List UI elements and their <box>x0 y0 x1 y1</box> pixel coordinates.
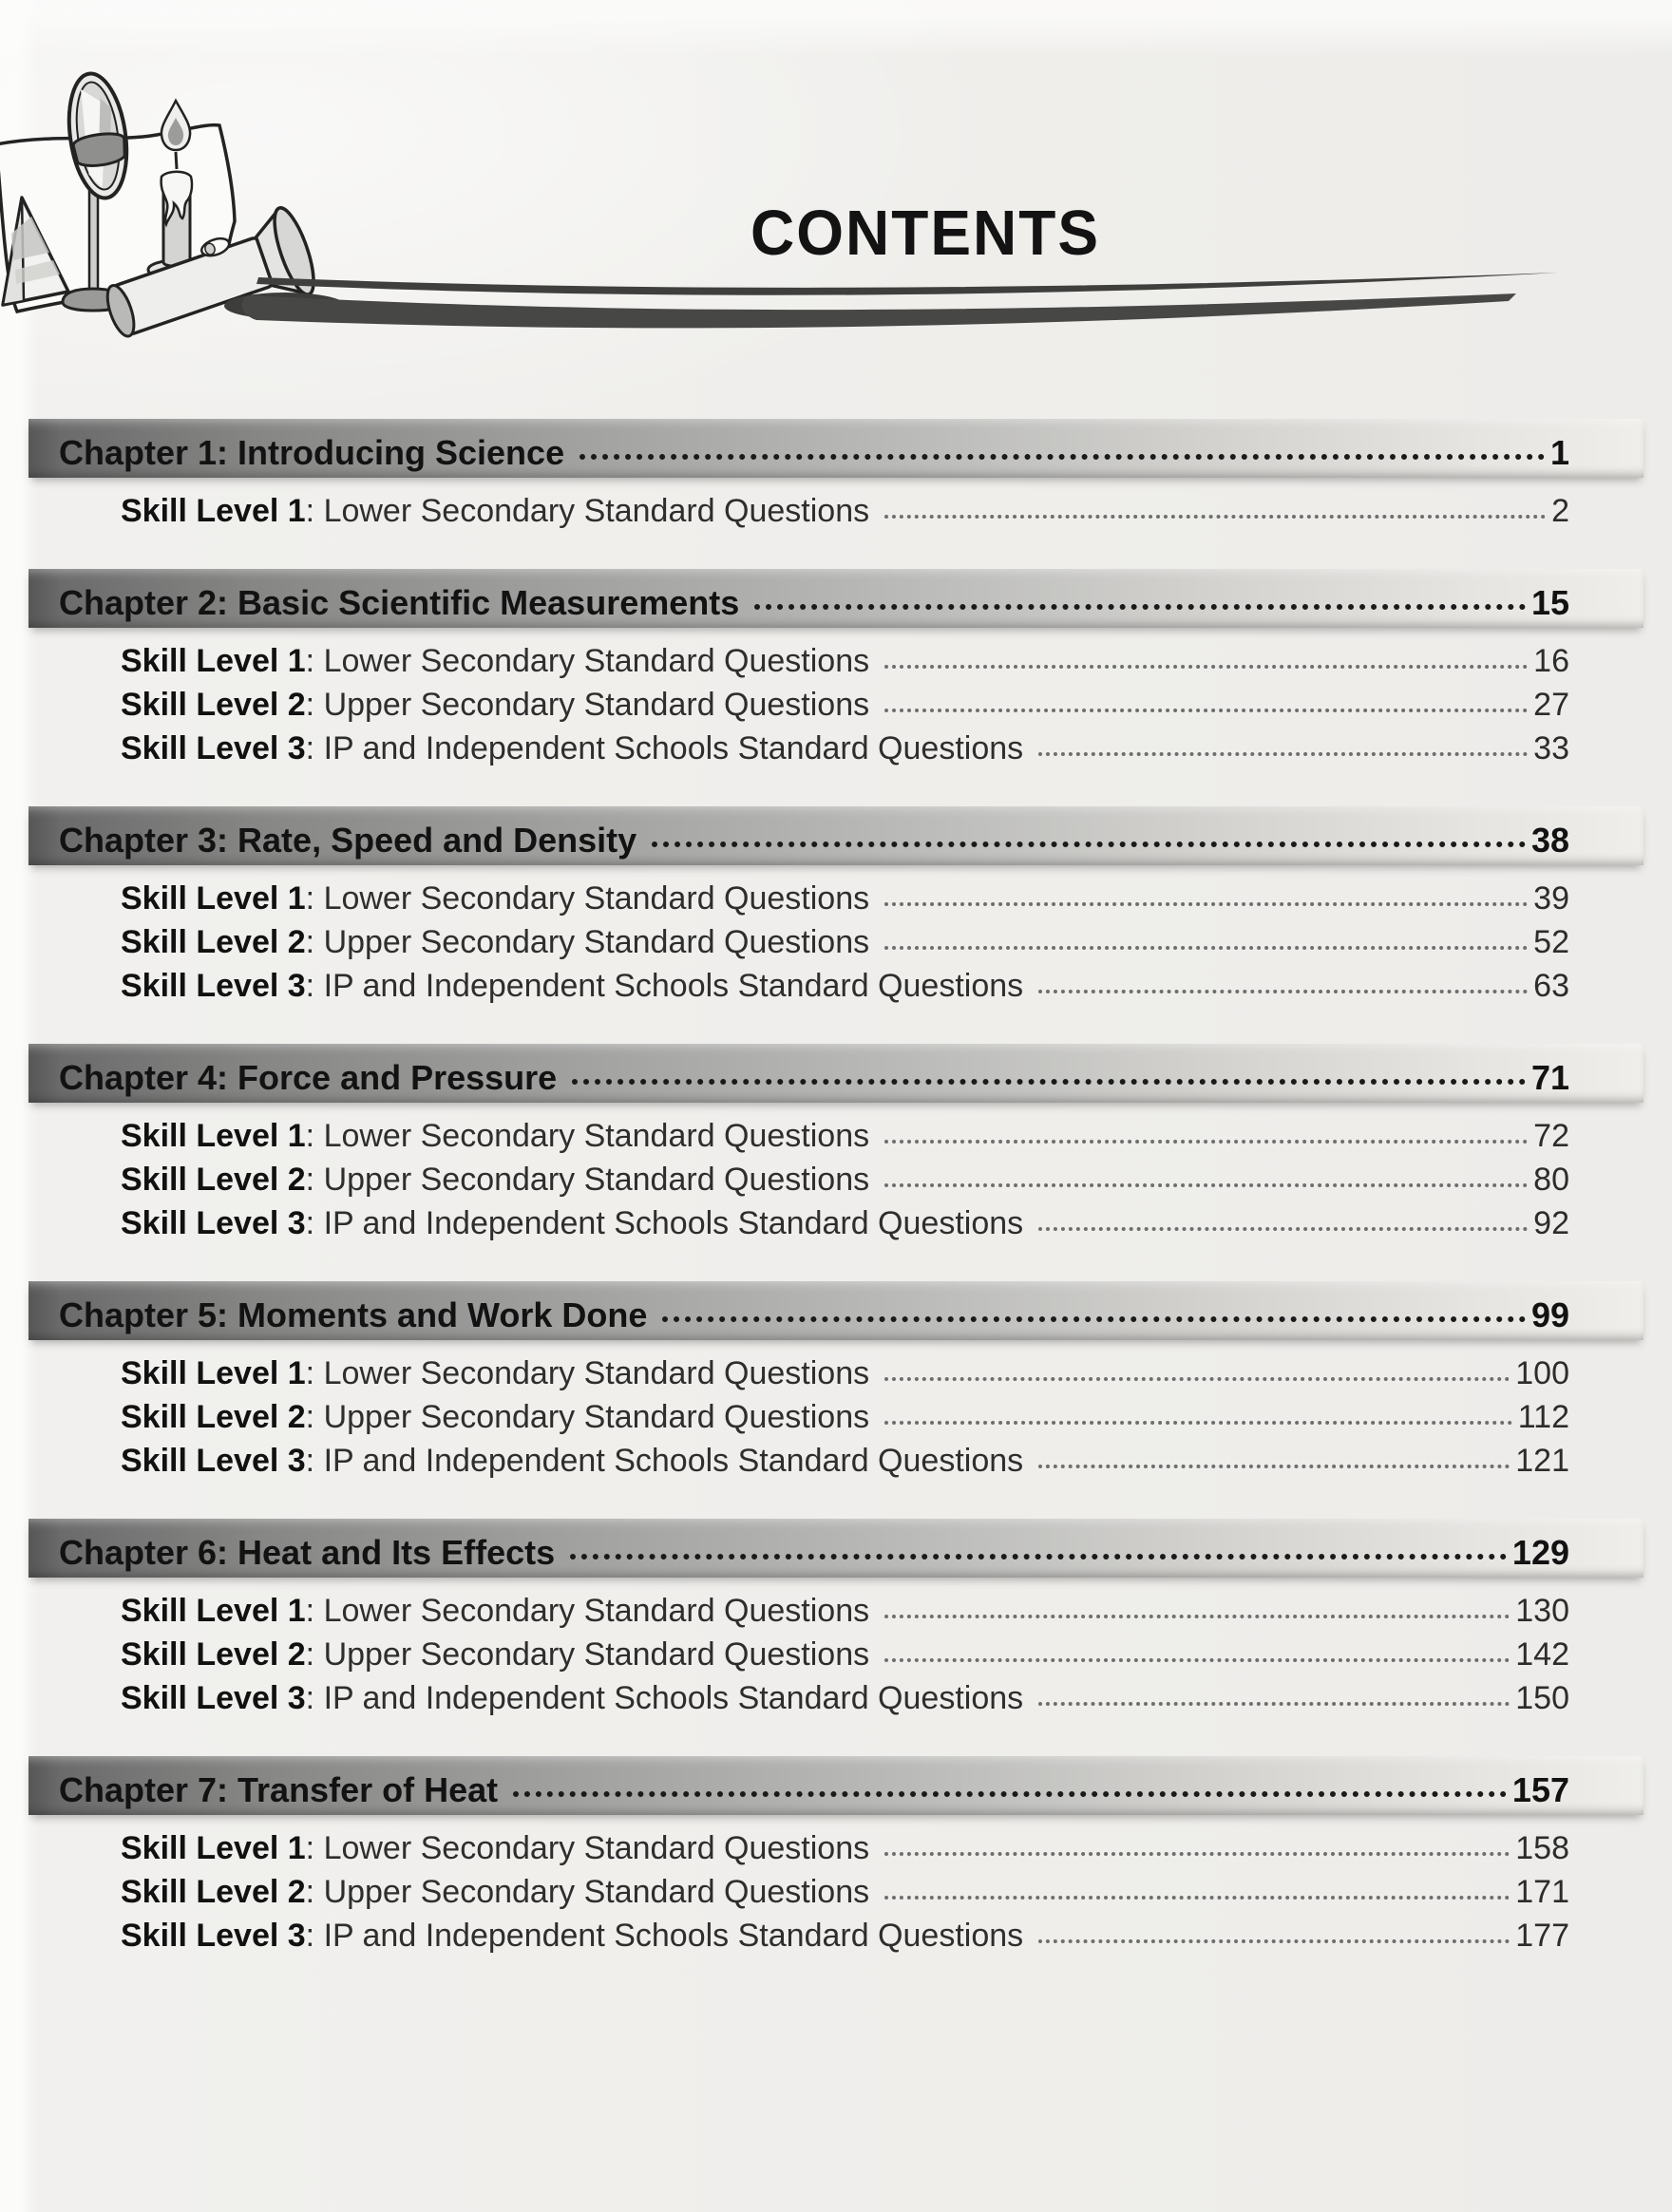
skill-row <box>28 924 1644 968</box>
chapter-page-number: 38 <box>1530 821 1569 860</box>
skill-page-number: 80 <box>1533 1162 1569 1198</box>
skill-row <box>28 1355 1644 1399</box>
skill-label: Skill Level 2: Upper Secondary Standard Questions <box>121 924 870 960</box>
chapter-page-number: 71 <box>1530 1058 1569 1097</box>
leader-dots <box>1038 990 1528 993</box>
leader-dots <box>884 1852 1510 1856</box>
chapter-block <box>28 1519 1644 1724</box>
skill-row <box>28 1205 1644 1249</box>
skill-row <box>28 730 1644 774</box>
swoosh-underline <box>224 273 1558 328</box>
header-illustration <box>0 0 1672 380</box>
leader-dots <box>884 902 1528 906</box>
skill-page-number: 130 <box>1515 1593 1569 1629</box>
skill-page-number: 72 <box>1533 1118 1569 1154</box>
skill-page-number: 27 <box>1533 687 1569 723</box>
skill-label: Skill Level 2: Upper Secondary Standard Questions <box>121 1636 870 1673</box>
leader-dots <box>884 665 1528 669</box>
skill-row <box>28 1918 1644 1961</box>
chapter-label: Chapter 1: Introducing Science <box>59 433 565 472</box>
chapter-bar <box>28 1519 1644 1578</box>
chapter-page-number: 1 <box>1549 433 1569 472</box>
skill-page-number: 52 <box>1533 924 1569 960</box>
skill-label: Skill Level 1: Lower Secondary Standard Questions <box>121 643 870 679</box>
skill-label: Skill Level 1: Lower Secondary Standard Questions <box>121 1355 870 1391</box>
skill-label: Skill Level 2: Upper Secondary Standard Questions <box>121 1162 870 1198</box>
skill-label: Skill Level 3: IP and Independent Schools Standard Questions <box>121 1680 1024 1716</box>
chapter-bar <box>28 1044 1644 1103</box>
chapter-page-number: 129 <box>1511 1533 1569 1572</box>
skill-label: Skill Level 1: Lower Secondary Standard Questions <box>121 1830 870 1866</box>
skill-row <box>28 1399 1644 1443</box>
chapter-block <box>28 1756 1644 1961</box>
chapter-page-number: 157 <box>1511 1770 1569 1809</box>
chapter-bar <box>28 569 1644 628</box>
chapter-page-number: 15 <box>1530 583 1569 622</box>
skill-row <box>28 643 1644 687</box>
chapter-label: Chapter 6: Heat and Its Effects <box>59 1533 556 1572</box>
skill-label: Skill Level 1: Lower Secondary Standard Questions <box>121 493 870 529</box>
page-title: CONTENTS <box>750 197 1100 269</box>
skill-row <box>28 968 1644 1011</box>
skill-page-number: 2 <box>1551 493 1569 529</box>
leader-dots <box>1038 752 1528 756</box>
skill-row <box>28 1636 1644 1680</box>
skill-row <box>28 1593 1644 1636</box>
leader-dots <box>1038 1465 1510 1468</box>
skill-row <box>28 687 1644 730</box>
skill-page-number: 63 <box>1533 968 1569 1004</box>
leader-dots <box>662 1316 1526 1322</box>
table-of-contents <box>28 419 1644 1994</box>
leader-dots <box>1038 1939 1510 1943</box>
skill-page-number: 112 <box>1517 1399 1569 1435</box>
chapter-label: Chapter 4: Force and Pressure <box>59 1058 558 1097</box>
leader-dots <box>652 841 1526 847</box>
leader-dots <box>884 1377 1510 1381</box>
skill-page-number: 171 <box>1515 1874 1569 1910</box>
skill-row <box>28 493 1644 537</box>
skill-page-number: 158 <box>1515 1830 1569 1866</box>
skill-row <box>28 880 1644 924</box>
skill-label: Skill Level 2: Upper Secondary Standard Questions <box>121 1874 870 1910</box>
leader-dots <box>884 946 1528 950</box>
chapter-block <box>28 806 1644 1011</box>
skill-label: Skill Level 2: Upper Secondary Standard Questions <box>121 687 870 723</box>
chapter-block <box>28 569 1644 774</box>
chapter-label: Chapter 2: Basic Scientific Measurements <box>59 583 740 622</box>
skill-page-number: 150 <box>1515 1680 1569 1716</box>
leader-dots <box>884 1140 1528 1144</box>
chapter-label: Chapter 5: Moments and Work Done <box>59 1295 648 1334</box>
skill-page-number: 177 <box>1515 1918 1569 1954</box>
chapter-bar <box>28 806 1644 865</box>
skill-label: Skill Level 3: IP and Independent Schools Standard Questions <box>121 730 1024 766</box>
leader-dots <box>1038 1702 1510 1706</box>
chapter-label: Chapter 7: Transfer of Heat <box>59 1770 499 1809</box>
leader-dots <box>1038 1227 1528 1231</box>
skill-page-number: 92 <box>1533 1205 1569 1241</box>
skill-label: Skill Level 3: IP and Independent Schools Standard Questions <box>121 968 1024 1004</box>
skill-row <box>28 1874 1644 1918</box>
skill-label: Skill Level 1: Lower Secondary Standard Questions <box>121 1593 870 1629</box>
leader-dots <box>570 1554 1507 1560</box>
skill-page-number: 121 <box>1515 1443 1569 1479</box>
chapter-bar <box>28 419 1644 478</box>
skill-label: Skill Level 3: IP and Independent Schools Standard Questions <box>121 1918 1024 1954</box>
chapter-label: Chapter 3: Rate, Speed and Density <box>59 821 637 860</box>
skill-row <box>28 1162 1644 1205</box>
skill-label: Skill Level 3: IP and Independent Schools Standard Questions <box>121 1205 1024 1241</box>
leader-dots <box>884 709 1528 712</box>
chapter-bar <box>28 1756 1644 1815</box>
skill-page-number: 16 <box>1533 643 1569 679</box>
leader-dots <box>884 1421 1512 1425</box>
skill-row <box>28 1830 1644 1874</box>
leader-dots <box>884 1615 1510 1618</box>
chapter-block <box>28 1044 1644 1249</box>
chapter-page-number: 99 <box>1530 1295 1569 1334</box>
skill-row <box>28 1443 1644 1486</box>
skill-page-number: 142 <box>1515 1636 1569 1673</box>
skill-page-number: 39 <box>1533 880 1569 917</box>
leader-dots <box>884 1658 1510 1662</box>
leader-dots <box>513 1791 1507 1797</box>
skill-label: Skill Level 1: Lower Secondary Standard Questions <box>121 1118 870 1154</box>
chapter-block <box>28 419 1644 537</box>
skill-label: Skill Level 1: Lower Secondary Standard Questions <box>121 880 870 917</box>
leader-dots <box>580 454 1545 460</box>
chapter-block <box>28 1281 1644 1486</box>
skill-page-number: 100 <box>1515 1355 1569 1391</box>
skill-label: Skill Level 3: IP and Independent Schools Standard Questions <box>121 1443 1024 1479</box>
leader-dots <box>884 1896 1510 1900</box>
leader-dots <box>884 515 1546 519</box>
leader-dots <box>754 604 1526 610</box>
skill-page-number: 33 <box>1533 730 1569 766</box>
leader-dots <box>884 1183 1528 1187</box>
skill-row <box>28 1118 1644 1162</box>
leader-dots <box>572 1079 1526 1085</box>
skill-row <box>28 1680 1644 1724</box>
skill-label: Skill Level 2: Upper Secondary Standard Questions <box>121 1399 870 1435</box>
chapter-bar <box>28 1281 1644 1340</box>
